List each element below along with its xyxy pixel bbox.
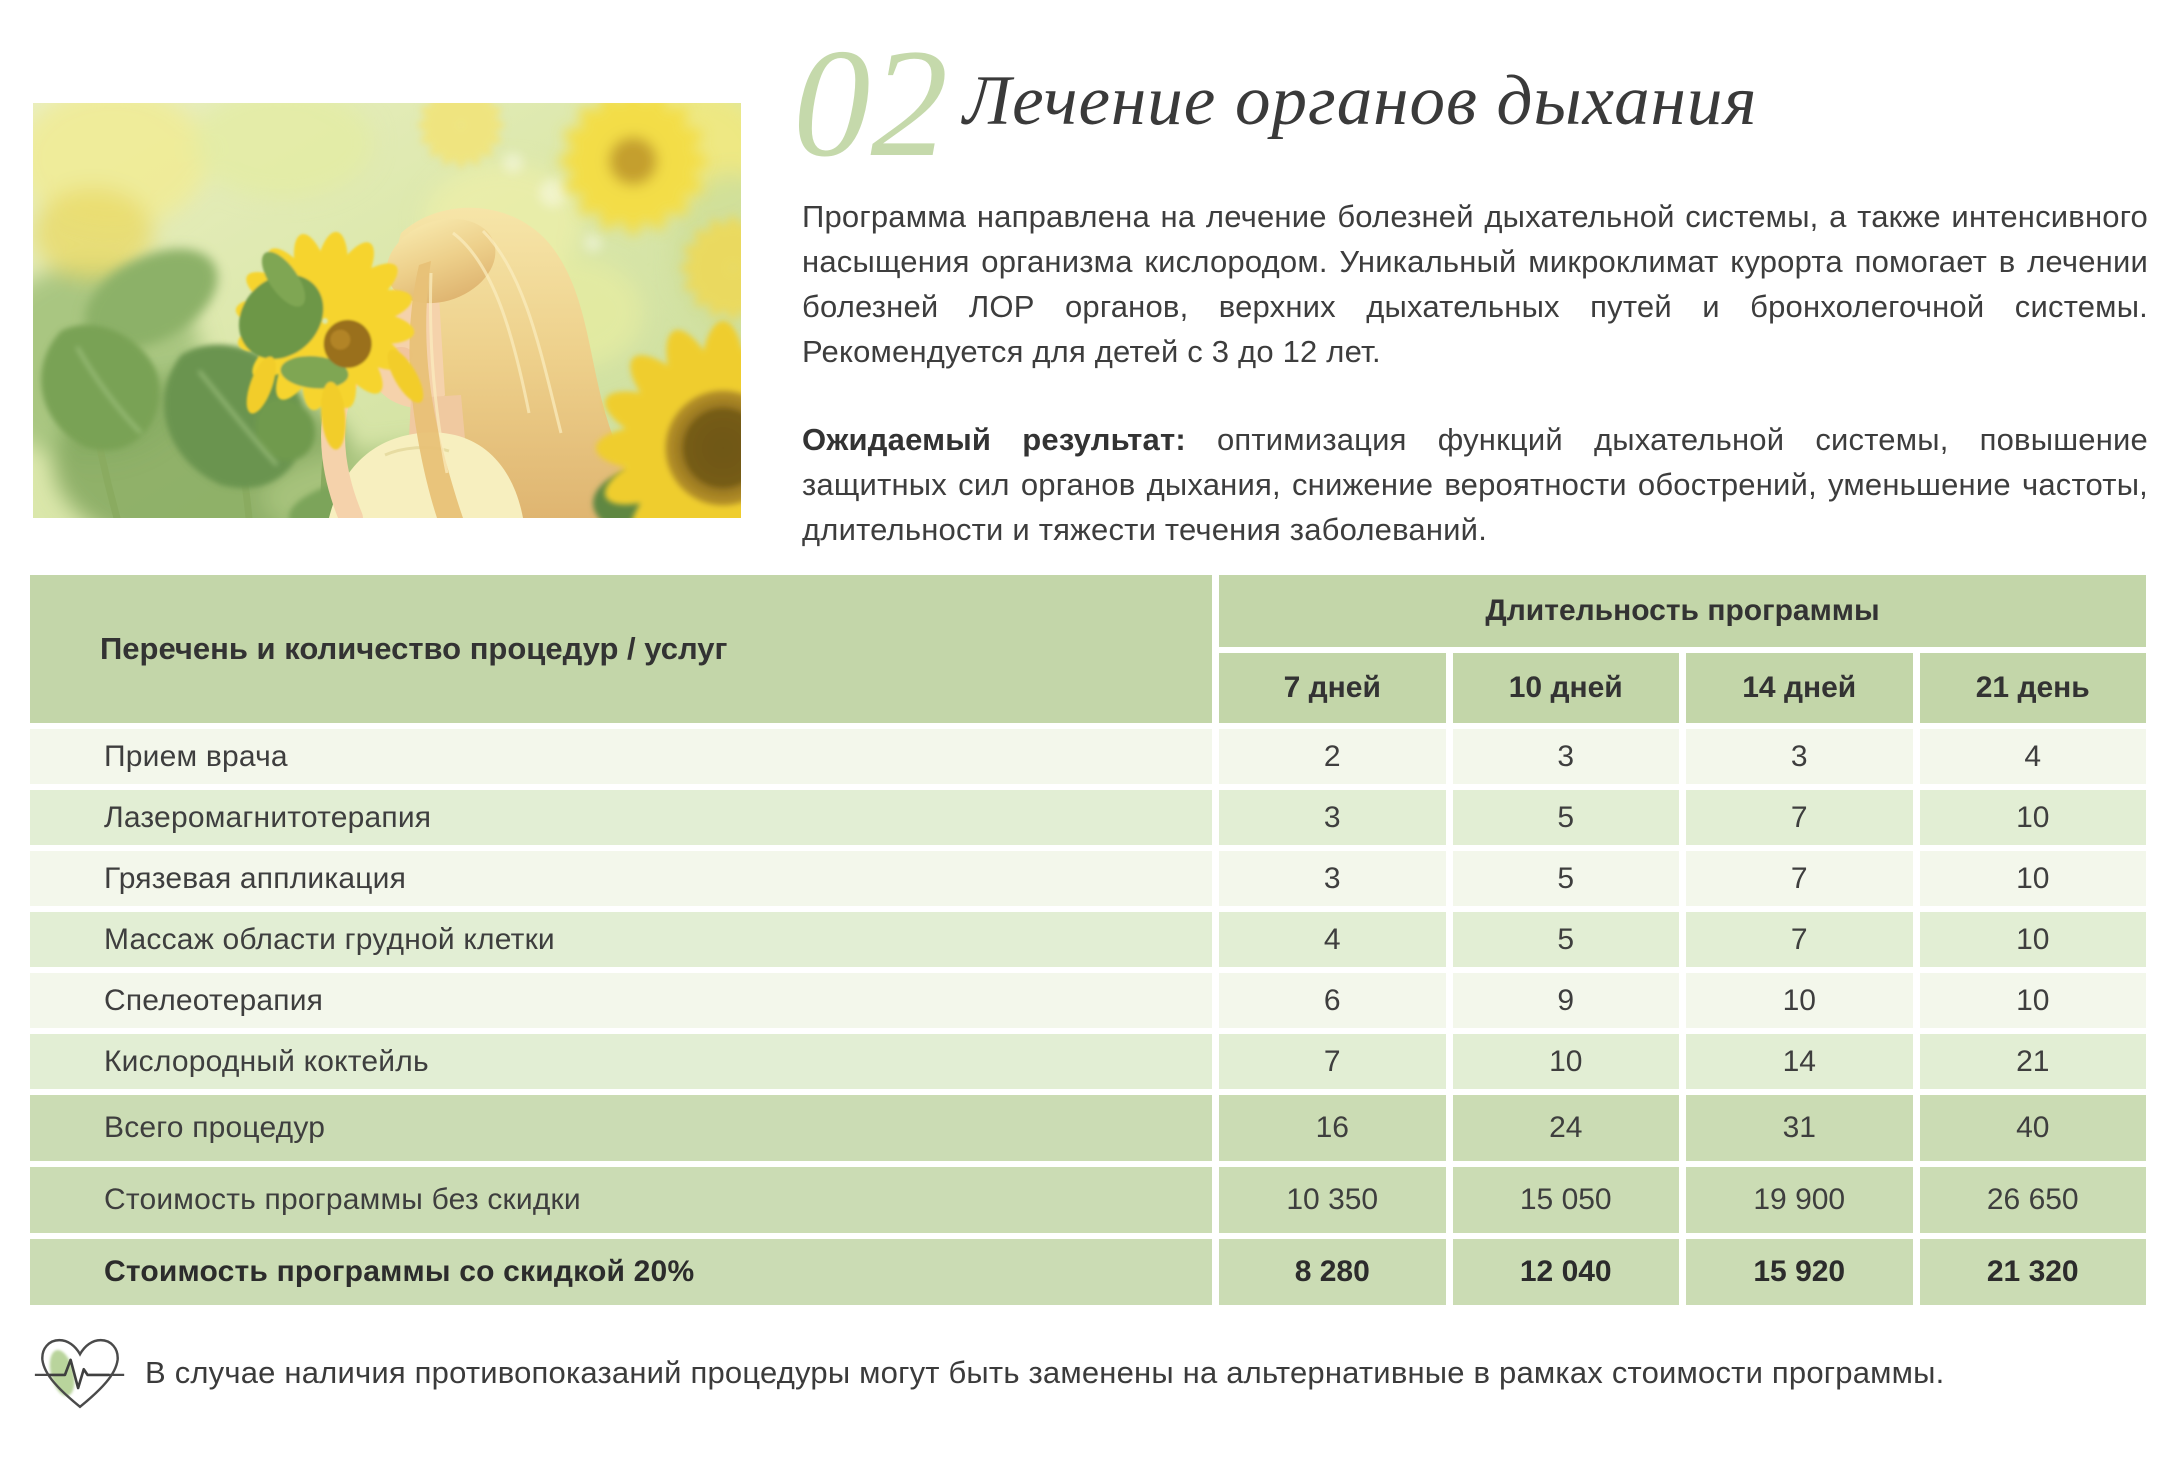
procedure-value-cell: 14 — [1686, 1034, 1913, 1089]
procedure-value-cell: 3 — [1219, 851, 1446, 906]
procedure-value-cell: 10 — [1686, 973, 1913, 1028]
procedure-value-cell: 24 — [1453, 1095, 1680, 1161]
procedure-value-cell: 21 — [1920, 1034, 2147, 1089]
table-header — [30, 575, 2146, 723]
intro-text — [802, 194, 2148, 552]
table-row — [30, 1239, 2146, 1305]
table-row — [30, 912, 2146, 967]
procedure-value-cell: 10 — [1920, 912, 2147, 967]
procedure-value-cell: 3 — [1453, 729, 1680, 784]
table-row — [30, 851, 2146, 906]
table-row — [30, 973, 2146, 1028]
procedure-value-cell: 26 650 — [1920, 1167, 2147, 1233]
table-body — [30, 729, 2146, 1305]
procedure-value-cell: 8 280 — [1219, 1239, 1446, 1305]
procedure-value-cell: 10 — [1453, 1034, 1680, 1089]
column-header-10-days: 10 дней — [1453, 653, 1680, 723]
procedure-name-cell: Стоимость программы со скидкой 20% — [30, 1239, 1212, 1305]
procedure-value-cell: 40 — [1920, 1095, 2147, 1161]
procedure-value-cell: 5 — [1453, 912, 1680, 967]
procedure-value-cell: 7 — [1219, 1034, 1446, 1089]
procedure-value-cell: 6 — [1219, 973, 1446, 1028]
page-title: Лечение органов дыхания — [963, 62, 1758, 140]
column-header-7-days: 7 дней — [1219, 653, 1446, 723]
footer-note-text: В случае наличия противопоказаний процедуры могут быть заменены на альтернативные в рамках стоимости программы. — [145, 1355, 1945, 1390]
procedure-value-cell: 4 — [1920, 729, 2147, 784]
procedure-name-cell: Кислородный коктейль — [30, 1034, 1212, 1089]
sunflower-girl-illustration — [33, 103, 741, 518]
procedure-value-cell: 7 — [1686, 851, 1913, 906]
column-header-21-days: 21 день — [1920, 653, 2147, 723]
procedure-name-cell: Грязевая аппликация — [30, 851, 1212, 906]
heart-pulse-icon — [33, 1326, 127, 1420]
expected-result-text: оптимизация функций дыхательной системы, повышение защитных сил органов дыхания, снижение вероятности обострений, уменьшение частоты, длительности и тяжести течения заболеваний. — [802, 422, 2148, 547]
column-header-duration: Длительность программы — [1219, 575, 2146, 647]
expected-result-label: Ожидаемый результат: — [802, 422, 1186, 457]
procedure-value-cell: 2 — [1219, 729, 1446, 784]
procedure-name-cell: Прием врача — [30, 729, 1212, 784]
procedure-name-cell: Лазеромагнитотерапия — [30, 790, 1212, 845]
program-description: Программа направлена на лечение болезней дыхательной системы, а также интенсивного насыщения организма кислородом. Уникальный микроклимат курорта помогает в лечении болезней ЛОР органов, верхних дыхательных путей и бронхолегочной системы. Рекомендуется для детей с 3 до 12 лет. — [802, 199, 2148, 369]
procedure-value-cell: 15 920 — [1686, 1239, 1913, 1305]
footer-note — [33, 1326, 2143, 1420]
procedure-value-cell: 10 — [1920, 790, 2147, 845]
hero-photo — [33, 103, 741, 518]
table-row — [30, 1167, 2146, 1233]
procedure-value-cell: 12 040 — [1453, 1239, 1680, 1305]
procedure-value-cell: 5 — [1453, 790, 1680, 845]
table-row — [30, 790, 2146, 845]
procedure-value-cell: 5 — [1453, 851, 1680, 906]
procedure-value-cell: 9 — [1453, 973, 1680, 1028]
procedure-value-cell: 15 050 — [1453, 1167, 1680, 1233]
procedure-value-cell: 10 350 — [1219, 1167, 1446, 1233]
procedure-name-cell: Спелеотерапия — [30, 973, 1212, 1028]
procedure-name-cell: Всего процедур — [30, 1095, 1212, 1161]
procedure-value-cell: 19 900 — [1686, 1167, 1913, 1233]
procedure-value-cell: 7 — [1686, 790, 1913, 845]
procedure-value-cell: 7 — [1686, 912, 1913, 967]
table-row — [30, 1034, 2146, 1089]
table-row — [30, 729, 2146, 784]
section-number: 02 — [793, 17, 948, 189]
procedure-name-cell: Стоимость программы без скидки — [30, 1167, 1212, 1233]
procedure-value-cell: 10 — [1920, 973, 2147, 1028]
column-header-procedures: Перечень и количество процедур / услуг — [30, 575, 1212, 723]
table-row — [30, 1095, 2146, 1161]
procedure-value-cell: 3 — [1219, 790, 1446, 845]
procedure-value-cell: 4 — [1219, 912, 1446, 967]
column-header-14-days: 14 дней — [1686, 653, 1913, 723]
procedure-value-cell: 3 — [1686, 729, 1913, 784]
program-table — [30, 575, 2146, 1305]
procedure-value-cell: 16 — [1219, 1095, 1446, 1161]
expected-result — [802, 417, 2148, 552]
procedure-name-cell: Массаж области грудной клетки — [30, 912, 1212, 967]
procedure-value-cell: 31 — [1686, 1095, 1913, 1161]
procedure-value-cell: 10 — [1920, 851, 2147, 906]
procedure-value-cell: 21 320 — [1920, 1239, 2147, 1305]
